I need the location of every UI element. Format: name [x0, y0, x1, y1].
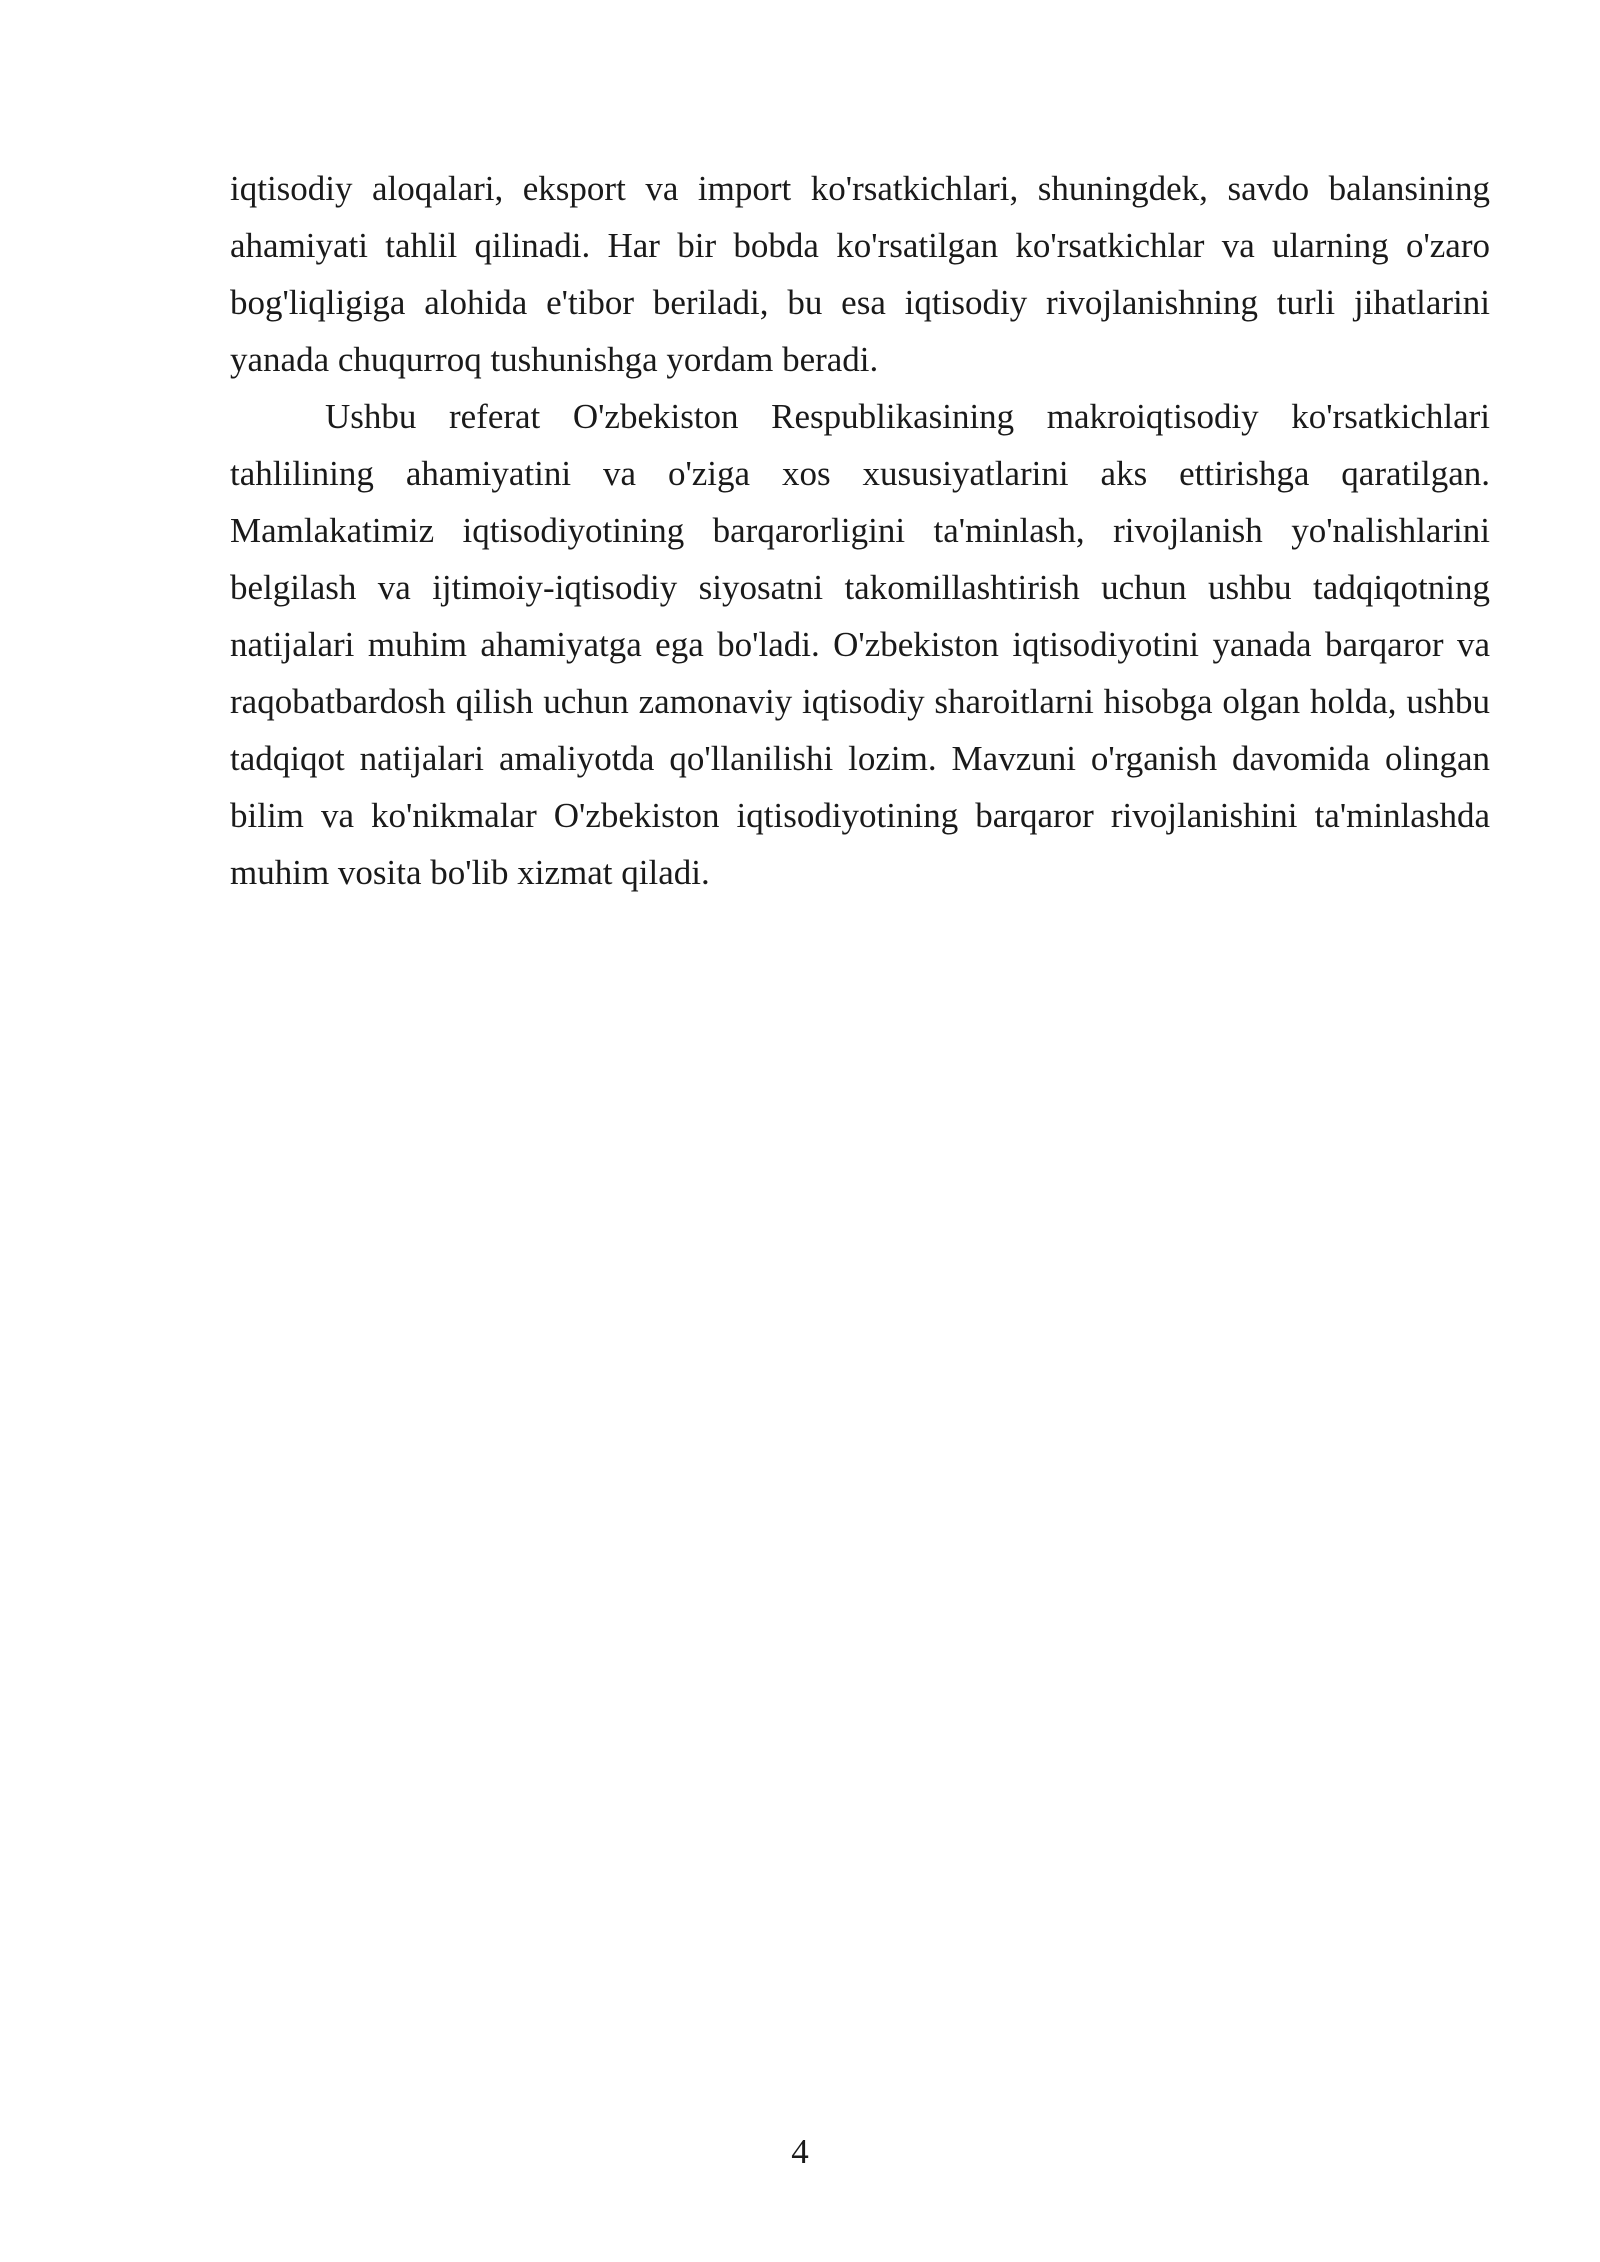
paragraph-summary: Ushbu referat O'zbekiston Respublikasining makroiqtisodiy ko'rsatkichlari tahlilining ahamiyatini va o'ziga xos xususiyatlarini aks ettirishga qaratilgan. Mamlakatimiz iqtisodiyotining barqarorligini ta'minlash, rivojlanish yo'nalishlarini belgilash va ijtimoiy-iqtisodiy siyosatni takomillashtirish uchun ushbu tadqiqotning natijalari muhim ahamiyatga ega bo'ladi. O'zbekiston iqtisodiyotini yanada barqaror va raqobatbardosh qilish uchun zamonaviy iqtisodiy sharoitlarni hisobga olgan holda, ushbu tadqiqot natijalari amaliyotda qo'llanilishi lozim. Mavzuni o'rganish davomida olingan bilim va ko'nikmalar O'zbekiston iqtisodiyotining barqaror rivojlanishini ta'minlashda muhim vosita bo'lib xizmat qiladi. — [230, 397, 1490, 892]
page-number: 4 — [791, 2132, 809, 2171]
paragraph-continuation: iqtisodiy aloqalari, eksport va import ko'rsatkichlari, shuningdek, savdo balansining ahamiyati tahlil qilinadi. Har bir bobda ko'rsatilgan ko'rsatkichlar va ularning o'zaro bog'liqligiga alohida e'tibor beriladi, bu esa iqtisodiy rivojlanishning turli jihatlarini yanada chuqurroq tushunishga yordam beradi. — [230, 169, 1490, 379]
body-text — [230, 160, 1490, 901]
